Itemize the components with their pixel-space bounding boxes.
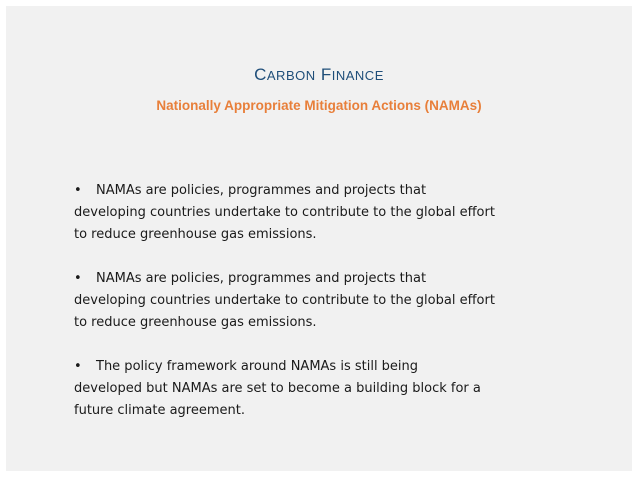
bullet-list — [74, 180, 554, 444]
bullet-mark: • — [74, 271, 82, 286]
bullet-line: NAMAs are policies, programmes and projects that — [96, 271, 427, 286]
bullet-item-1 — [74, 180, 554, 246]
bullet-line: The policy framework around NAMAs is still being — [96, 359, 419, 374]
bullet-line: developing countries undertake to contribute to the global effort — [74, 293, 495, 308]
bullet-line: NAMAs are policies, programmes and projects that — [96, 183, 427, 198]
bullet-line: to reduce greenhouse gas emissions. — [74, 315, 317, 330]
slide-subtitle: Nationally Appropriate Mitigation Actions (NAMAs) — [156, 98, 482, 113]
bullet-line: developed but NAMAs are set to become a building block for a — [74, 381, 481, 396]
slide-title — [0, 65, 638, 85]
bullet-item-3 — [74, 356, 554, 422]
title-word-1-initial: C — [254, 65, 267, 84]
bullet-mark: • — [74, 183, 82, 198]
title-word-2-initial: F — [320, 65, 332, 84]
title-word-1-rest: ARBON — [266, 68, 316, 83]
bullet-line: to reduce greenhouse gas emissions. — [74, 227, 317, 242]
title-word-2-rest: INANCE — [331, 68, 384, 83]
bullet-line: developing countries undertake to contribute to the global effort — [74, 205, 495, 220]
bullet-line: future climate agreement. — [74, 403, 245, 418]
bullet-item-2 — [74, 268, 554, 334]
bullet-mark: • — [74, 359, 82, 374]
